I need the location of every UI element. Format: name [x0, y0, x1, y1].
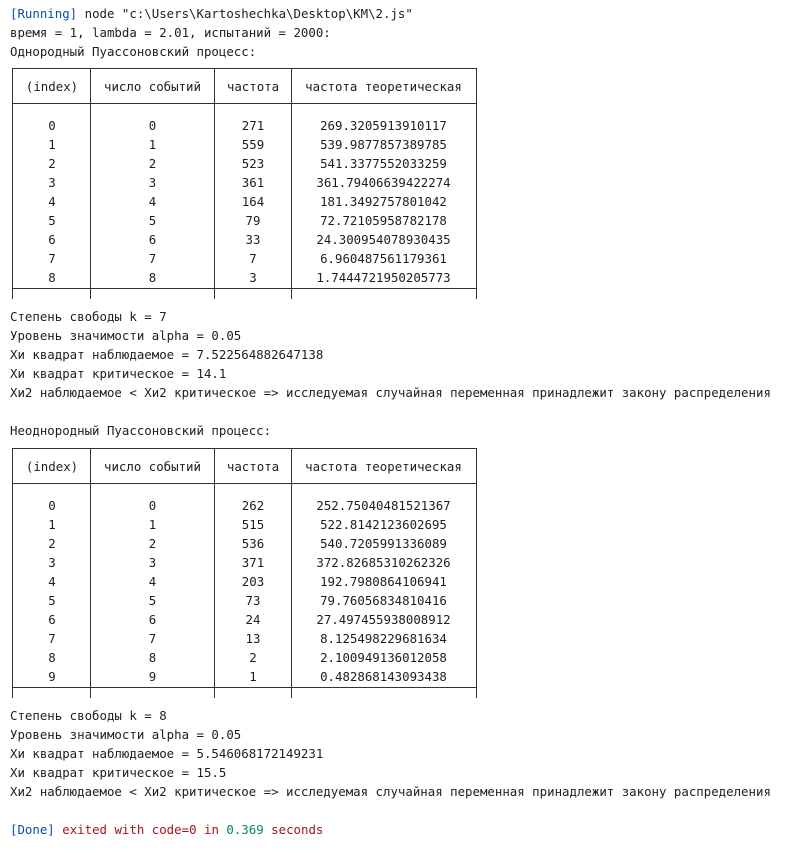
done-code: code=0 — [151, 822, 197, 837]
theoretical-cell: 540.7205991336089 — [320, 536, 447, 551]
frequency-cell: 7 — [249, 251, 257, 266]
theoretical-cell: 541.3377552033259 — [320, 156, 447, 171]
index-cell: 1 — [48, 137, 56, 152]
index-cell: 8 — [48, 650, 56, 665]
table-uniform — [12, 68, 477, 299]
frequency-cell: 271 — [241, 118, 265, 133]
index-cell: 9 — [48, 669, 56, 684]
events-cell: 1 — [148, 137, 157, 152]
table-column-rule — [12, 68, 13, 299]
index-cell: 2 — [48, 156, 56, 171]
params-line: время = 1, lambda = 2.01, испытаний = 2000: — [10, 25, 331, 40]
section1-alpha: Уровень значимости alpha = 0.05 — [10, 328, 242, 343]
running-tag: [Running] — [10, 6, 78, 21]
done-in: in — [204, 822, 219, 837]
section2-title: Неоднородный Пуассоновский процесс: — [10, 423, 272, 438]
theoretical-cell: 2.100949136012058 — [320, 650, 447, 665]
index-cell: 0 — [48, 498, 56, 513]
index-cell: 5 — [48, 213, 56, 228]
theoretical-cell: 522.8142123602695 — [320, 517, 447, 532]
theoretical-cell: 8.125498229681634 — [320, 631, 447, 646]
frequency-cell: 203 — [241, 574, 265, 589]
table-top-border — [12, 448, 477, 449]
table-bottom-border — [12, 687, 477, 688]
section1-chi-observed: Хи квадрат наблюдаемое = 7.522564882647138 — [10, 347, 324, 362]
table-nonuniform — [12, 448, 477, 698]
section1-chi-critical: Хи квадрат критическое = 14.1 — [10, 366, 227, 381]
done-line — [10, 820, 323, 839]
theoretical-cell: 539.9877857389785 — [320, 137, 447, 152]
table-header-cell: (index) — [25, 459, 79, 474]
index-cell: 3 — [48, 175, 56, 190]
section1-conclusion: Хи2 наблюдаемое < Хи2 критическое => исследуемая случайная переменная принадлежит закону распределения — [10, 385, 771, 400]
frequency-cell: 33 — [245, 232, 261, 247]
done-tag: [Done] — [10, 822, 55, 837]
frequency-cell: 2 — [249, 650, 257, 665]
index-cell: 6 — [48, 232, 56, 247]
index-cell: 7 — [48, 251, 56, 266]
theoretical-cell: 0.482868143093438 — [320, 669, 447, 684]
events-cell: 6 — [148, 232, 157, 247]
events-cell: 1 — [148, 517, 157, 532]
frequency-cell: 262 — [241, 498, 265, 513]
events-cell: 4 — [148, 574, 157, 589]
table-top-border — [12, 68, 477, 69]
frequency-cell: 523 — [241, 156, 265, 171]
section2-conclusion: Хи2 наблюдаемое < Хи2 критическое => исследуемая случайная переменная принадлежит закону распределения — [10, 784, 771, 799]
theoretical-cell: 252.75040481521367 — [316, 498, 451, 513]
index-cell: 5 — [48, 593, 56, 608]
section1-degrees: Степень свободы k = 7 — [10, 309, 167, 324]
theoretical-cell: 1.7444721950205773 — [316, 270, 451, 285]
table-header-cell: частота — [226, 459, 280, 474]
index-cell: 7 — [48, 631, 56, 646]
frequency-cell: 515 — [241, 517, 265, 532]
table-header-cell: частота теоретическая — [305, 79, 462, 94]
section1-title: Однородный Пуассоновский процесс: — [10, 44, 257, 59]
events-cell: 5 — [148, 593, 157, 608]
done-seconds: seconds — [271, 822, 324, 837]
index-cell: 1 — [48, 517, 56, 532]
events-cell: 0 — [148, 498, 157, 513]
events-cell: 4 — [148, 194, 157, 209]
section2-chi-observed: Хи квадрат наблюдаемое = 5.546068172149231 — [10, 746, 324, 761]
table-header-cell: (index) — [25, 79, 79, 94]
events-cell: 2 — [148, 156, 157, 171]
events-cell: 7 — [148, 631, 157, 646]
done-time: 0.369 — [226, 822, 264, 837]
running-line — [10, 4, 413, 23]
run-command: node "c:\Users\Kartoshechka\Desktop\KM\2.js" — [84, 6, 413, 21]
theoretical-cell: 72.72105958782178 — [320, 213, 447, 228]
events-cell: 7 — [148, 251, 157, 266]
events-cell: 5 — [148, 213, 157, 228]
index-cell: 3 — [48, 555, 56, 570]
index-cell: 8 — [48, 270, 56, 285]
done-exited: exited with — [62, 822, 145, 837]
events-cell: 8 — [148, 650, 157, 665]
frequency-cell: 73 — [245, 593, 261, 608]
events-cell: 9 — [148, 669, 157, 684]
section2-alpha: Уровень значимости alpha = 0.05 — [10, 727, 242, 742]
frequency-cell: 3 — [249, 270, 257, 285]
table-header-rule — [12, 103, 477, 104]
theoretical-cell: 27.497455938008912 — [316, 612, 451, 627]
index-cell: 2 — [48, 536, 56, 551]
events-cell: 8 — [148, 270, 157, 285]
table-header-rule — [12, 483, 477, 484]
table-header-cell: число событий — [104, 459, 201, 474]
index-cell: 4 — [48, 574, 56, 589]
events-cell: 0 — [148, 118, 157, 133]
frequency-cell: 361 — [241, 175, 265, 190]
table-column-rule — [12, 448, 13, 698]
frequency-cell: 1 — [249, 669, 257, 684]
table-column-rule — [476, 68, 477, 299]
table-column-rule — [476, 448, 477, 698]
theoretical-cell: 361.79406639422274 — [316, 175, 451, 190]
table-header-cell: частота — [226, 79, 280, 94]
table-header-cell: частота теоретическая — [305, 459, 462, 474]
frequency-cell: 13 — [245, 631, 261, 646]
events-cell: 6 — [148, 612, 157, 627]
theoretical-cell: 192.7980864106941 — [320, 574, 447, 589]
index-cell: 4 — [48, 194, 56, 209]
theoretical-cell: 181.3492757801042 — [320, 194, 447, 209]
frequency-cell: 371 — [241, 555, 265, 570]
index-cell: 6 — [48, 612, 56, 627]
theoretical-cell: 269.3205913910117 — [320, 118, 447, 133]
section2-degrees: Степень свободы k = 8 — [10, 708, 167, 723]
theoretical-cell: 24.300954078930435 — [316, 232, 451, 247]
frequency-cell: 536 — [241, 536, 265, 551]
table-header-cell: число событий — [104, 79, 201, 94]
events-cell: 2 — [148, 536, 157, 551]
frequency-cell: 164 — [241, 194, 265, 209]
theoretical-cell: 372.82685310262326 — [316, 555, 451, 570]
events-cell: 3 — [148, 175, 157, 190]
theoretical-cell: 6.960487561179361 — [320, 251, 447, 266]
table-bottom-border — [12, 288, 477, 289]
events-cell: 3 — [148, 555, 157, 570]
theoretical-cell: 79.76056834810416 — [320, 593, 447, 608]
frequency-cell: 559 — [241, 137, 265, 152]
index-cell: 0 — [48, 118, 56, 133]
frequency-cell: 79 — [245, 213, 261, 228]
frequency-cell: 24 — [245, 612, 261, 627]
section2-chi-critical: Хи квадрат критическое = 15.5 — [10, 765, 227, 780]
